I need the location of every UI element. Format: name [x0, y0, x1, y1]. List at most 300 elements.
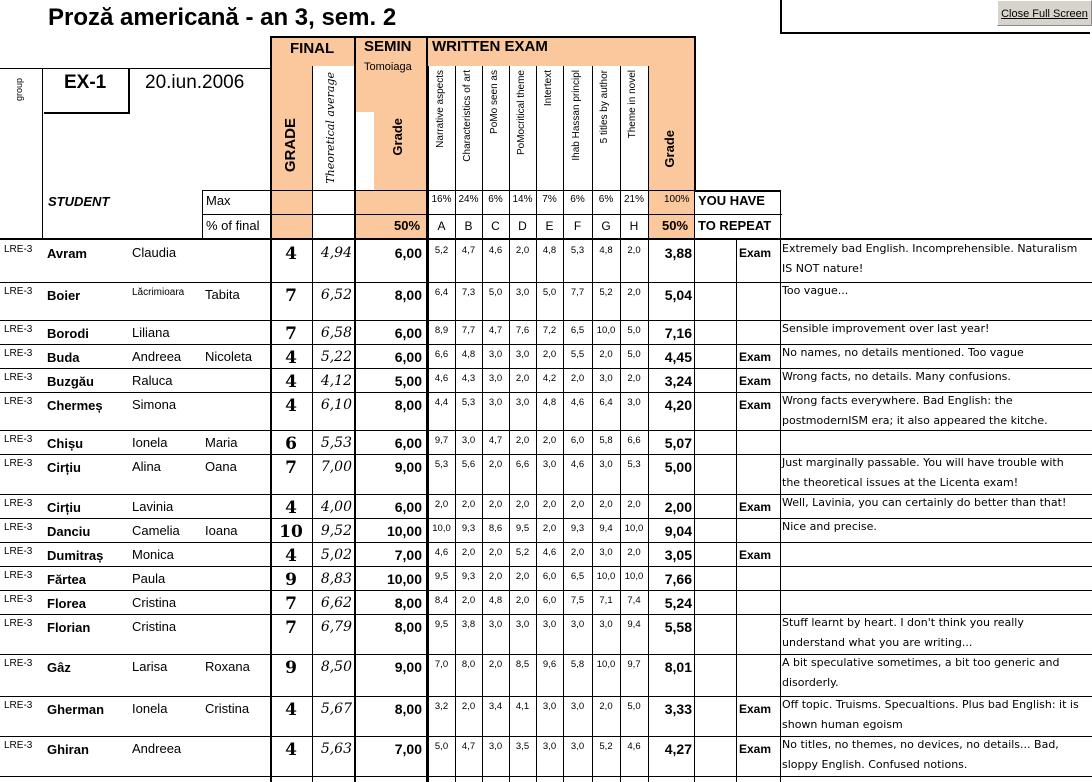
criterion-score: 10,0 [432, 523, 451, 534]
criterion-name: Theme in novel [627, 70, 638, 139]
criterion-score: 4,1 [515, 701, 530, 712]
criterion-max: 24% [458, 194, 479, 205]
criterion-letter: A [437, 219, 446, 233]
final-grade: 4 [285, 740, 297, 760]
criterion-score: 5,2 [599, 287, 613, 298]
criterion-score: 2,0 [515, 595, 530, 606]
theoretical-average: 6,58 [320, 325, 352, 341]
criterion-name: 5 titles by author [599, 70, 610, 144]
criterion-score: 3,0 [488, 619, 503, 630]
student-second-name: Tabita [205, 287, 240, 302]
criterion-score: 2,0 [434, 499, 449, 510]
theoretical-average-label: Theoretical average [324, 72, 337, 184]
final-grade: 4 [285, 498, 297, 518]
theoretical-average: 5,63 [320, 741, 352, 757]
repeat-status: Exam [739, 350, 772, 364]
criterion-score: 4,6 [570, 397, 585, 408]
exam-code: EX-1 [64, 72, 107, 93]
row-group: LRE-3 [4, 434, 33, 445]
criterion-letter: B [464, 219, 473, 233]
row-group: LRE-3 [4, 396, 33, 407]
student-second-name: Ioana [205, 523, 238, 538]
criterion-score: 2,0 [542, 523, 557, 534]
row-group: LRE-3 [4, 740, 33, 751]
student-first-name: Lavinia [132, 499, 174, 514]
student-surname: Boier [47, 288, 81, 303]
criterion-score: 6,5 [570, 325, 585, 336]
criterion-score: 5,0 [434, 741, 449, 752]
criterion-score: 3,0 [599, 619, 613, 630]
written-grade: 7,66 [664, 571, 692, 587]
criterion-score: 5,0 [627, 325, 641, 336]
criterion-score: 2,0 [627, 245, 641, 256]
row-group: LRE-3 [4, 594, 33, 605]
criterion-score: 7,7 [570, 287, 585, 298]
student-second-name: Nicoleta [205, 349, 252, 364]
criterion-score: 2,0 [515, 571, 530, 582]
criterion-name: Characteristics of art [461, 70, 473, 162]
criterion-score: 3,4 [488, 701, 503, 712]
criterion-score: 2,0 [461, 701, 476, 712]
semin-grade: 10,00 [386, 523, 422, 539]
student-second-name: Roxana [205, 659, 250, 674]
semin-grade: 6,00 [394, 245, 422, 261]
comment: Too vague... [782, 284, 849, 297]
written-grade: 5,07 [664, 435, 692, 451]
criterion-score: 2,0 [488, 571, 503, 582]
criterion-name: Ihab Hassan principl [570, 70, 582, 161]
criterion-score: 3,0 [570, 619, 585, 630]
criterion-score: 9,3 [461, 523, 476, 534]
final-grade: 7 [285, 618, 297, 638]
semin-grade: 6,00 [394, 325, 422, 341]
criterion-score: 3,5 [515, 741, 530, 752]
student-first-name: Monica [132, 547, 174, 562]
group-label: group [14, 78, 24, 102]
criterion-name: Narrative aspects [434, 70, 446, 148]
criterion-score: 2,0 [627, 499, 641, 510]
student-first-name: Claudia [132, 245, 177, 260]
comment: Nice and precise. [782, 520, 877, 533]
criterion-score: 5,2 [599, 741, 613, 752]
criterion-score: 7,3 [461, 287, 476, 298]
criterion-score: 5,8 [599, 435, 613, 446]
criterion-score: 2,0 [461, 595, 476, 606]
criterion-score: 2,0 [570, 499, 585, 510]
criterion-max: 7% [542, 194, 557, 205]
criterion-score: 6,0 [542, 571, 557, 582]
page-title: Proză americană - an 3, sem. 2 [48, 4, 397, 31]
comment: No names, no details mentioned. Too vague [782, 346, 1024, 359]
criterion-score: 3,0 [599, 547, 613, 558]
criterion-score: 4,2 [542, 373, 557, 384]
criterion-score: 7,1 [599, 595, 613, 606]
written-grade: 2,00 [664, 499, 692, 515]
criterion-score: 6,4 [434, 287, 449, 298]
criterion-score: 2,0 [599, 349, 613, 360]
student-first-name: Alina [132, 459, 161, 474]
written-exam-label: WRITTEN EXAM [432, 38, 548, 55]
student-surname: Cirțiu [47, 460, 81, 475]
criterion-max: 6% [488, 194, 503, 205]
criterion-name: Intertext [542, 70, 554, 107]
written-grade: 3,05 [664, 547, 692, 563]
theoretical-average: 4,94 [320, 245, 352, 261]
row-group: LRE-3 [4, 244, 33, 255]
theoretical-average: 8,50 [320, 659, 352, 675]
repeat-status: Exam [739, 246, 772, 260]
criterion-max: 6% [570, 194, 585, 205]
row-group: LRE-3 [4, 546, 33, 557]
criterion-letter: E [545, 219, 554, 233]
criterion-score: 8,6 [488, 523, 503, 534]
repeat-status: Exam [739, 742, 772, 756]
written-grade: 3,33 [664, 701, 692, 717]
final-grade: 4 [285, 396, 297, 416]
criterion-name: PoMo seen as [488, 70, 500, 134]
student-first-name: Andreea [132, 741, 182, 756]
criterion-score: 3,0 [599, 373, 613, 384]
criterion-score: 2,0 [627, 287, 641, 298]
semin-grade: 5,00 [394, 373, 422, 389]
row-group: LRE-3 [4, 618, 33, 629]
criterion-score: 2,0 [488, 499, 503, 510]
student-first-name: Larisa [132, 659, 168, 674]
criterion-score: 10,0 [596, 571, 616, 582]
criterion-score: 4,8 [542, 245, 557, 256]
row-group: LRE-3 [4, 286, 33, 297]
student-surname: Borodi [47, 326, 89, 341]
criterion-score: 7,5 [570, 595, 585, 606]
close-full-screen-button[interactable]: Close Full Screen [997, 0, 1092, 26]
comment: A bit speculative sometimes, a bit too generic and disorderly. [782, 656, 1060, 689]
comment: Well, Lavinia, you can certainly do better than that! [782, 496, 1067, 509]
semin-grade-label: Grade [390, 118, 405, 156]
student-surname: Chermeș [47, 398, 103, 413]
written-grade: 7,16 [664, 325, 692, 341]
written-grade: 5,00 [664, 459, 692, 475]
student-surname: Buzgău [47, 374, 94, 389]
criterion-score: 4,8 [599, 245, 613, 256]
final-grade: 4 [285, 700, 297, 720]
criterion-score: 10,0 [596, 659, 616, 670]
student-first-name: Ionela [132, 435, 168, 450]
student-surname: Chișu [47, 436, 84, 451]
row-group: LRE-3 [4, 324, 33, 335]
comment: Sensible improvement over last year! [782, 322, 990, 335]
student-first-name: Cristina [132, 595, 177, 610]
criterion-score: 6,6 [627, 435, 641, 446]
theoretical-average: 5,67 [320, 701, 352, 717]
criterion-score: 9,5 [434, 619, 449, 630]
criterion-score: 4,7 [488, 325, 503, 336]
criterion-score: 6,4 [599, 397, 613, 408]
criterion-score: 2,0 [570, 547, 585, 558]
theoretical-average: 8,83 [320, 571, 352, 587]
student-surname: Ghiran [47, 742, 89, 757]
criterion-score: 3,8 [461, 619, 476, 630]
max-label: Max [206, 193, 231, 208]
criterion-score: 4,6 [627, 741, 641, 752]
criterion-score: 2,0 [627, 373, 641, 384]
student-surname: Gâz [47, 660, 71, 675]
repeat-status: Exam [739, 398, 772, 412]
criterion-score: 2,0 [461, 547, 476, 558]
criterion-letter: D [518, 219, 527, 233]
criterion-score: 7,7 [461, 325, 476, 336]
comment: Extremely bad English. Incomprehensible. Naturalism IS NOT nature! [782, 242, 1078, 275]
student-surname: Gherman [47, 702, 105, 717]
criterion-score: 3,0 [488, 373, 503, 384]
final-grade: 7 [285, 458, 297, 478]
criterion-score: 8,0 [461, 659, 476, 670]
criterion-score: 2,0 [488, 547, 503, 558]
row-group: LRE-3 [4, 658, 33, 669]
pct-of-final-label: % of final [206, 218, 260, 233]
semin-label: SEMIN [364, 38, 412, 55]
criterion-score: 8,5 [515, 659, 530, 670]
criterion-score: 2,0 [515, 373, 530, 384]
criterion-score: 5,3 [434, 459, 449, 470]
semin-grade: 8,00 [394, 287, 422, 303]
criterion-score: 3,0 [542, 741, 557, 752]
criterion-name: PoMocritical theme [515, 70, 527, 156]
criterion-score: 3,0 [488, 741, 503, 752]
semin-grade: 7,00 [394, 741, 422, 757]
student-surname: Avram [47, 246, 87, 261]
criterion-score: 7,6 [515, 325, 530, 336]
criterion-score: 10,0 [624, 523, 644, 534]
theoretical-average: 6,52 [320, 287, 352, 303]
comment: Wrong facts everywhere. Bad English: the postmodernISM era; it also appeared the kitche. [782, 394, 1048, 427]
final-grade: 7 [285, 594, 297, 614]
semin-grade: 8,00 [394, 397, 422, 413]
repeat-status: Exam [739, 548, 772, 562]
criterion-score: 4,8 [461, 349, 476, 360]
criterion-score: 4,8 [542, 397, 557, 408]
criterion-letter: H [629, 219, 639, 233]
theoretical-average: 6,10 [320, 397, 352, 413]
criterion-letter: F [573, 219, 582, 233]
criterion-score: 5,3 [570, 245, 585, 256]
criterion-score: 5,2 [515, 547, 530, 558]
criterion-score: 2,0 [542, 349, 557, 360]
exam-date: 20.iun.2006 [145, 72, 245, 93]
criterion-score: 2,0 [461, 499, 476, 510]
criterion-score: 9,3 [461, 571, 476, 582]
criterion-score: 3,0 [488, 397, 503, 408]
comment: Just marginally passable. You will have trouble with the theoretical issues at the Licenta exam! [782, 456, 1064, 489]
criterion-score: 9,4 [599, 523, 613, 534]
criterion-score: 2,0 [488, 659, 503, 670]
student-first-name: Simona [132, 397, 177, 412]
repeat-status: Exam [739, 374, 772, 388]
student-surname: Florea [47, 596, 87, 611]
criterion-score: 3,0 [570, 741, 585, 752]
criterion-score: 10,0 [624, 571, 644, 582]
criterion-score: 3,2 [434, 701, 449, 712]
comment: No titles, no themes, no devices, no details... Bad, sloppy English. Confused notions. [782, 738, 1059, 771]
written-grade: 4,20 [664, 397, 692, 413]
student-surname: Cirțiu [47, 500, 81, 515]
student-second-name: Oana [205, 459, 237, 474]
final-grade: 9 [285, 570, 297, 590]
criterion-score: 2,0 [542, 499, 557, 510]
criterion-score: 2,0 [627, 547, 641, 558]
final-grade: 4 [285, 372, 297, 392]
criterion-score: 9,4 [627, 619, 641, 630]
criterion-score: 5,5 [570, 349, 585, 360]
student-first-name: Camelia [132, 523, 180, 538]
criterion-score: 4,6 [434, 373, 449, 384]
student-second-name: Cristina [205, 701, 250, 716]
theoretical-average: 9,52 [320, 523, 352, 539]
row-group: LRE-3 [4, 458, 33, 469]
criterion-letter: G [601, 219, 611, 233]
criterion-score: 3,0 [542, 459, 557, 470]
written-grade: 3,88 [664, 245, 692, 261]
criterion-max: 6% [598, 194, 614, 205]
semin-grade: 9,00 [394, 659, 422, 675]
criterion-score: 4,7 [488, 435, 503, 446]
criterion-score: 4,6 [542, 547, 557, 558]
criterion-score: 2,0 [488, 459, 503, 470]
criterion-score: 9,7 [434, 435, 449, 446]
row-group: LRE-3 [4, 700, 33, 711]
criterion-score: 7,4 [627, 595, 641, 606]
final-grade: 4 [285, 244, 297, 264]
semin-pct: 50% [394, 218, 421, 233]
criterion-score: 4,8 [488, 595, 503, 606]
criterion-score: 4,6 [488, 245, 503, 256]
final-grade: 4 [285, 348, 297, 368]
criterion-score: 3,0 [515, 349, 530, 360]
student-first-name: Cristina [132, 619, 177, 634]
theoretical-average: 6,62 [320, 595, 352, 611]
student-first-name: Liliana [132, 325, 170, 340]
student-first-name: Andreea [132, 349, 182, 364]
criterion-score: 2,0 [515, 499, 530, 510]
final-grade: 4 [285, 546, 297, 566]
criterion-score: 5,3 [461, 397, 476, 408]
you-have-label: YOU HAVE [698, 193, 765, 208]
theoretical-average: 7,00 [320, 459, 352, 475]
written-grade: 5,24 [664, 595, 692, 611]
criterion-score: 8,9 [434, 325, 449, 336]
criterion-score: 6,6 [434, 349, 449, 360]
criterion-score: 8,4 [434, 595, 449, 606]
criterion-score: 2,0 [599, 499, 613, 510]
student-surname: Dumitraș [47, 548, 104, 563]
criterion-score: 5,8 [570, 659, 585, 670]
criterion-score: 4,7 [461, 741, 476, 752]
criterion-score: 4,3 [461, 373, 476, 384]
final-grade: 9 [285, 658, 297, 678]
written-max: 100% [664, 194, 690, 205]
criterion-score: 2,0 [570, 373, 585, 384]
semin-grade: 9,00 [394, 459, 422, 475]
criterion-score: 5,0 [627, 349, 641, 360]
criterion-score: 4,6 [434, 547, 449, 558]
written-grade: 4,45 [664, 349, 692, 365]
theoretical-average: 6,79 [320, 619, 352, 635]
student-label: STUDENT [48, 194, 110, 209]
criterion-score: 7,0 [434, 659, 449, 670]
criterion-score: 5,0 [542, 287, 557, 298]
criterion-score: 3,0 [515, 287, 530, 298]
student-first-name: Paula [132, 571, 166, 586]
to-repeat-label: TO REPEAT [698, 218, 772, 233]
student-first-name: Raluca [132, 373, 173, 388]
criterion-score: 3,0 [461, 435, 476, 446]
criterion-score: 6,0 [542, 595, 557, 606]
criterion-score: 6,6 [515, 459, 530, 470]
criterion-score: 9,7 [627, 659, 641, 670]
criterion-score: 5,0 [488, 287, 503, 298]
comment: Wrong facts, no details. Many confusions. [782, 370, 1011, 383]
criterion-score: 2,0 [515, 435, 530, 446]
criterion-score: 9,6 [542, 659, 557, 670]
written-grade: 4,27 [664, 741, 692, 757]
theoretical-average: 5,22 [320, 349, 352, 365]
criterion-score: 3,0 [570, 701, 585, 712]
criterion-score: 6,5 [570, 571, 585, 582]
final-label: FINAL [290, 40, 335, 57]
semin-teacher: Tomoiaga [364, 61, 412, 73]
criterion-score: 4,6 [570, 459, 585, 470]
written-grade: 5,58 [664, 619, 692, 635]
comment: Stuff learnt by heart. I don't think you really understand what you are writing... [782, 616, 1024, 649]
criterion-score: 9,5 [434, 571, 449, 582]
criterion-score: 6,0 [570, 435, 585, 446]
student-first-name: Lăcrimioara [132, 287, 185, 298]
repeat-status: Exam [739, 702, 772, 716]
criterion-score: 2,0 [599, 701, 613, 712]
row-group: LRE-3 [4, 522, 33, 533]
semin-grade: 7,00 [394, 547, 422, 563]
semin-grade: 8,00 [394, 701, 422, 717]
semin-grade: 8,00 [394, 619, 422, 635]
written-grade: 8,01 [664, 659, 692, 675]
criterion-score: 5,2 [434, 245, 449, 256]
criterion-score: 9,3 [570, 523, 585, 534]
final-grade: 6 [285, 434, 297, 454]
comment: Off topic. Truisms. Specualtions. Plus bad English: it is shown human egoism [782, 698, 1079, 731]
theoretical-average: 5,02 [320, 547, 352, 563]
semin-grade: 10,00 [386, 571, 422, 587]
criterion-max: 21% [623, 194, 644, 205]
criterion-score: 9,5 [515, 523, 530, 534]
criterion-score: 3,0 [599, 459, 613, 470]
student-surname: Florian [47, 620, 91, 635]
written-grade: 3,24 [664, 373, 692, 389]
student-surname: Fărtea [47, 572, 87, 587]
criterion-score: 3,0 [488, 349, 503, 360]
repeat-status: Exam [739, 500, 772, 514]
criterion-score: 5,6 [461, 459, 476, 470]
student-second-name: Maria [205, 435, 238, 450]
semin-grade: 6,00 [394, 499, 422, 515]
criterion-score: 5,0 [627, 701, 641, 712]
grade-vertical-label: GRADE [282, 118, 299, 173]
criterion-score: 3,0 [515, 397, 530, 408]
student-surname: Danciu [47, 524, 91, 539]
final-grade: 7 [285, 324, 297, 344]
written-grade: 5,04 [664, 287, 692, 303]
written-pct: 50% [662, 218, 689, 233]
row-group: LRE-3 [4, 498, 33, 509]
criterion-score: 3,0 [627, 397, 641, 408]
